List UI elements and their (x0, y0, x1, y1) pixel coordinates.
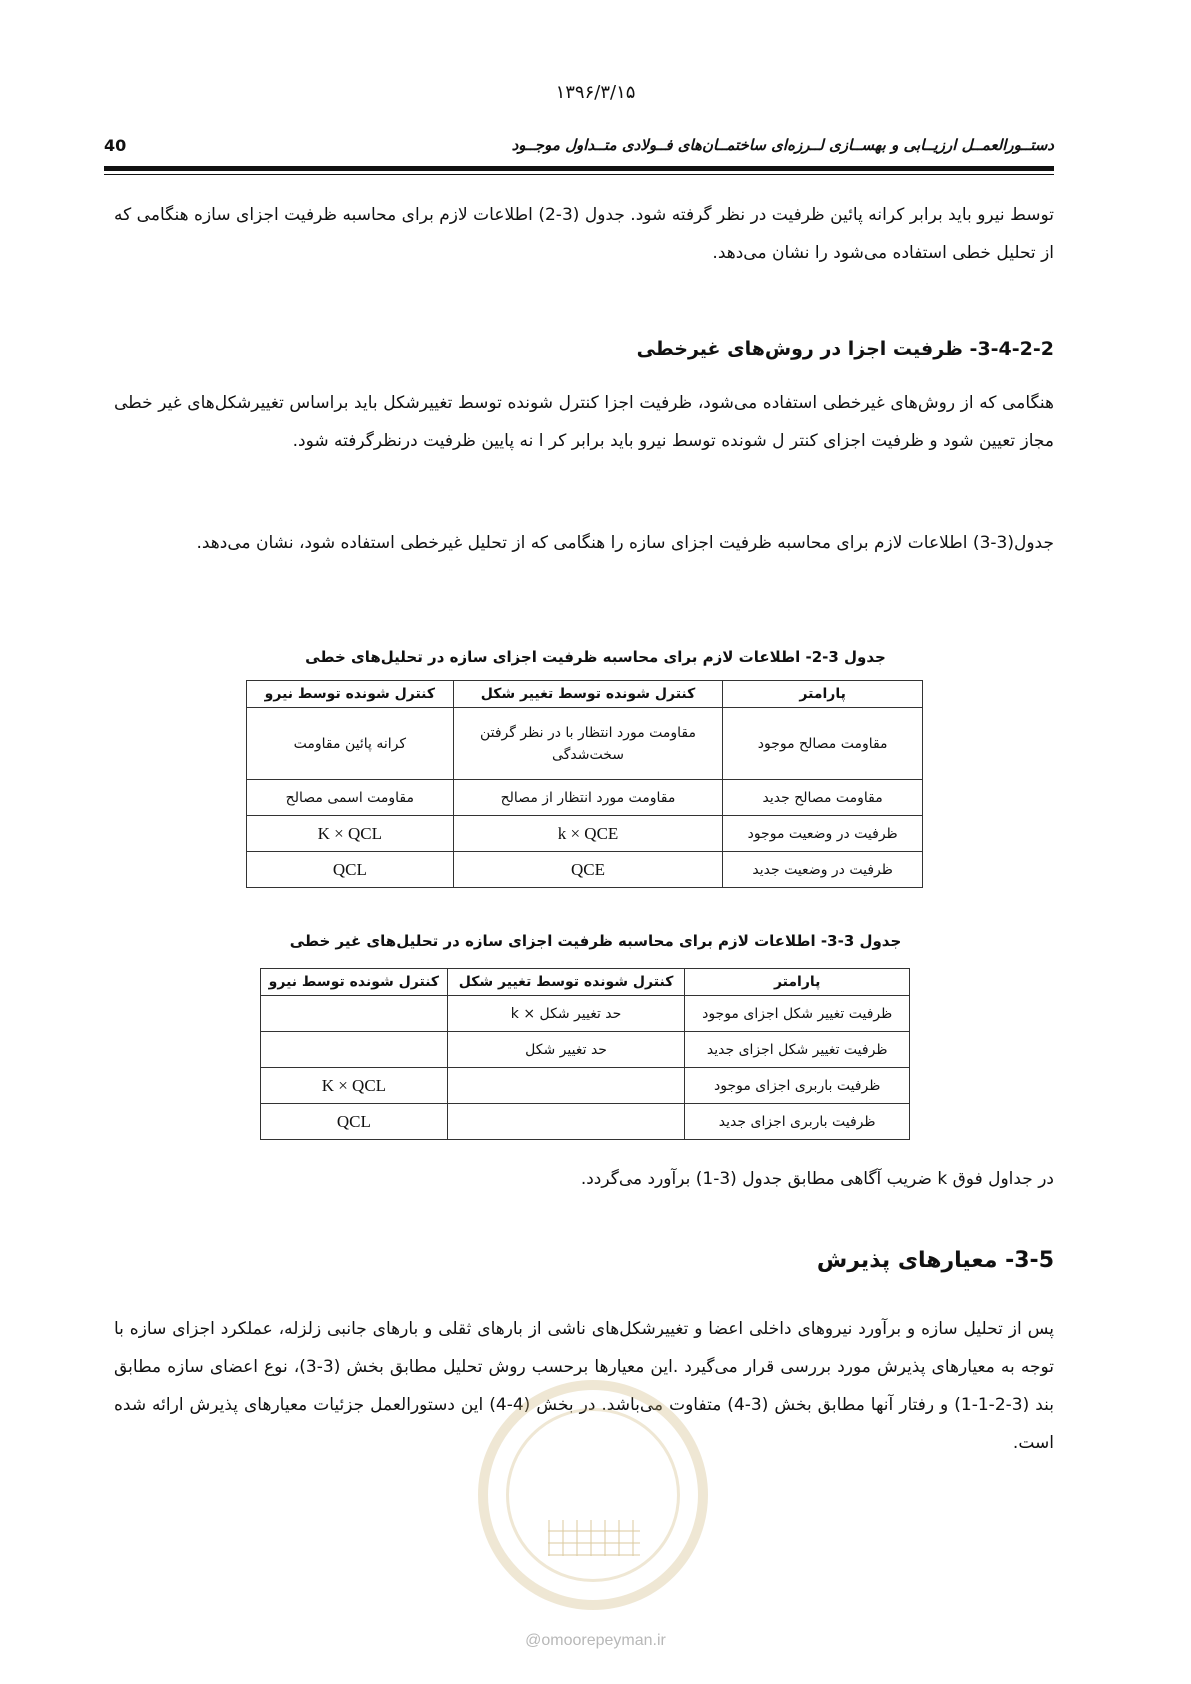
table-row (261, 996, 910, 1032)
table-row (247, 780, 923, 816)
linear-capacity-table (246, 680, 923, 888)
table-cell: مقاومت مورد انتظار با در نظر گرفتن سخت‌شدگی (453, 708, 723, 780)
table-cell: مقاومت مصالح موجود (723, 708, 923, 780)
paragraph-acceptance: پس از تحلیل سازه و برآورد نیروهای داخلی اعضا و تغییرشکل‌های ناشی از بارهای ثقلی و بارهای جانبی زلزله، عملکرد اجزای سازه با توجه به معیارهای پذیرش مورد بررسی قرار می‌گیرد .این معیارها برحسب روش تحلیل مطابق بخش (3-3)، نوع اعضای سازه مطابق بند (3-2-1-1) و رفتار آنها مطابق بخش (3-4) متفاوت می‌باشد. در بخش (4-4) این دستورالعمل جزئیات معیارهای پذیرش ارائه شده است. (114, 1319, 1054, 1453)
table-cell: مقاومت اسمی مصالح (247, 780, 454, 816)
header-rule-thin (104, 174, 1054, 175)
table-cell: ظرفیت باربری اجزای جدید (685, 1104, 910, 1140)
table-header-cell: کنترل شونده توسط نیرو (261, 969, 448, 996)
table-row (261, 1068, 910, 1104)
table-cell: ظرفیت تغییر شکل اجزای جدید (685, 1032, 910, 1068)
header-title: دستــورالعمــل ارزیــابی و بهســازی لــرزه‌ای ساختمــان‌های فــولادی متــداول موجــود (511, 136, 1054, 154)
table-cell (447, 1104, 685, 1140)
table-cell: ظرفیت تغییر شکل اجزای موجود (685, 996, 910, 1032)
table-cell-formula: k × QCE (453, 816, 723, 852)
paragraph-intro: توسط نیرو باید برابر کرانه پائین ظرفیت در نظر گرفته شود. جدول (3-2) اطلاعات لازم برای محاسبه ظرفیت اجزای سازه هنگامی که از تحلیل خطی استفاده می‌شود را نشان می‌دهد. (114, 205, 1055, 263)
running-header (104, 130, 1054, 160)
table-header-row (261, 969, 910, 996)
page-number: 40 (104, 135, 127, 155)
table2-caption: جدول 3-3- اطلاعات لازم برای محاسبه ظرفیت اجزای سازه در تحلیل‌های غیر خطی (289, 932, 902, 950)
table-row (261, 1032, 910, 1068)
header-rule (104, 166, 1054, 171)
table-header-cell: کنترل شونده توسط تغییر شکل (453, 681, 723, 708)
table-row (247, 816, 923, 852)
watermark-url: @omoorepeyman.ir (525, 1632, 666, 1649)
paragraph-coefficient-note: در جداول فوق k ضریب آگاهی مطابق جدول (3-1) برآورد می‌گردد. (580, 1169, 1054, 1189)
table-row (247, 708, 923, 780)
paragraph-table-ref: جدول(3-3) اطلاعات لازم برای محاسبه ظرفیت اجزای سازه را هنگامی که از تحلیل غیرخطی استفاده شود، نشان می‌دهد. (196, 533, 1054, 553)
table-cell (447, 1068, 685, 1104)
table-cell-formula: K × QCL (261, 1068, 448, 1104)
table-header-cell: کنترل شونده توسط نیرو (247, 681, 454, 708)
watermark-seal-icon (478, 1380, 708, 1610)
table-cell: مقاومت مورد انتظار از مصالح (453, 780, 723, 816)
section-heading-nonlinear: 3-4-2-2- ظرفیت اجزا در روش‌های غیرخطی (636, 338, 1054, 360)
nonlinear-capacity-table (260, 968, 910, 1140)
table-cell-formula: QCL (247, 852, 454, 888)
table1-caption: جدول 3-2- اطلاعات لازم برای محاسبه ظرفیت اجزای سازه در تحلیل‌های خطی (305, 648, 886, 666)
table-cell: کرانه پائین مقاومت (247, 708, 454, 780)
table-cell (261, 1032, 448, 1068)
table-cell: مقاومت مصالح جدید (723, 780, 923, 816)
section-heading-acceptance: 3-5- معیارهای پذیرش (816, 1248, 1054, 1273)
table-cell: ظرفیت در وضعیت موجود (723, 816, 923, 852)
table-cell-formula: QCL (261, 1104, 448, 1140)
table-cell-formula: QCE (453, 852, 723, 888)
table-row (247, 852, 923, 888)
table-cell: حد تغییر شکل (447, 1032, 685, 1068)
table-header-cell: پارامتر (723, 681, 923, 708)
table-cell: ظرفیت باربری اجزای موجود (685, 1068, 910, 1104)
watermark-seal-grid (548, 1520, 640, 1556)
table-header-cell: پارامتر (685, 969, 910, 996)
table-row (261, 1104, 910, 1140)
table-header-cell: کنترل شونده توسط تغییر شکل (447, 969, 685, 996)
table-cell: ظرفیت در وضعیت جدید (723, 852, 923, 888)
document-date: ۱۳۹۶/۳/۱۵ (555, 82, 636, 103)
paragraph-nonlinear: هنگامی که از روش‌های غیرخطی استفاده می‌شود، ظرفیت اجزا کنترل شونده توسط تغییرشکل باید براساس تغییرشکل‌های غیر خطی مجاز تعیین شود و ظرفیت اجزای کنتر ل شونده توسط نیرو باید برابر کر ا نه پایین ظرفیت درنظرگرفته شود. (114, 393, 1054, 451)
table-cell (261, 996, 448, 1032)
table-cell-formula: K × QCL (247, 816, 454, 852)
table-cell: حد تغییر شکل × k (447, 996, 685, 1032)
table-header-row (247, 681, 923, 708)
